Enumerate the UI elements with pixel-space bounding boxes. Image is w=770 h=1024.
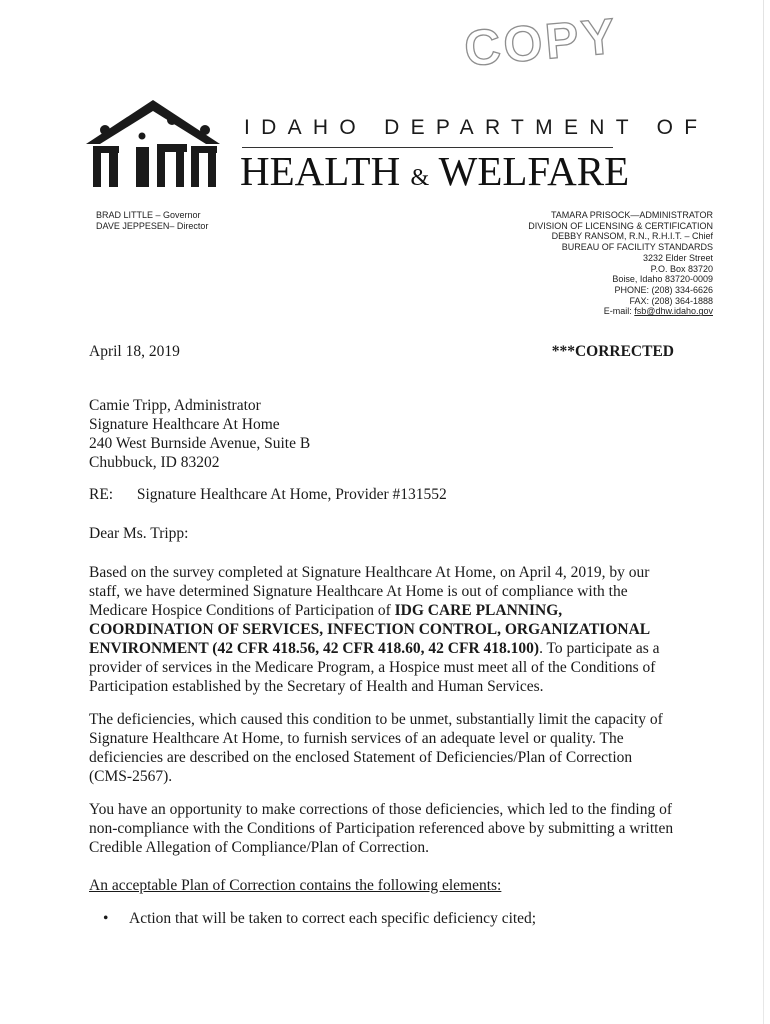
paragraph-text: Based on the survey completed at Signature Healthcare At Home, on April 4, 2019, by our staff, we have determined Signature Healthcare At Home is out of compliance with the Medicare Hospice Conditions of Participation of [89,564,650,619]
recipient-line: Signature Healthcare At Home [89,416,280,433]
email-label: E-mail: [603,306,632,317]
agency-name-line1: IDAHO DEPARTMENT OF [244,116,709,139]
plan-elements-list [89,909,536,928]
recipient-line: 240 West Burnside Avenue, Suite B [89,435,311,452]
paragraph-opportunity: You have an opportunity to make corrections of those deficiencies, which led to the finding of non-compliance with the Conditions of Participation referenced above by submitting a written Credible Allegation of Compliance/Plan of Correction. [89,801,674,856]
division-line: Boise, Idaho 83720-0009 [612,274,713,285]
email-line [528,306,713,317]
plan-elements-heading: An acceptable Plan of Correction contains the following elements: [89,877,502,894]
agency-welfare: WELFARE [438,148,630,194]
page-edge [763,0,764,1024]
governor-line: BRAD LITTLE – Governor [96,210,201,220]
division-line: BUREAU OF FACILITY STANDARDS [561,242,713,253]
officials-block [96,210,208,232]
division-line: P.O. Box 83720 [650,263,713,274]
email-link[interactable]: fsb@dhw.idaho.gov [634,306,713,317]
recipient-line: Chubbuck, ID 83202 [89,454,220,471]
division-line: DEBBY RANSOM, R.N., R.H.I.T. – Chief [551,231,713,242]
division-line: 3232 Elder Street [642,252,713,263]
agency-logo-icon [86,100,220,192]
conditions-bold-text: IDG CARE PLANNING, COORDINATION OF SERVICES, INFECTION CONTROL, ORGANIZATIONAL ENVIRONMENT (42 CFR 418.56, 42 CFR 418.60, 42 CFR 418.100) [89,602,650,657]
list-item: • Action that will be taken to correct each specific deficiency cited; [89,909,536,928]
division-line: PHONE: (208) 334-6626 [614,284,713,295]
recipient-address [89,396,310,472]
division-line: FAX: (208) 364-1888 [629,295,713,306]
re-label: RE: [89,486,114,503]
division-block [528,210,713,317]
agency-name-line2 [240,147,629,202]
paragraph-text: . To participate as a provider of services in the Medicare Program, a Hospice must meet all of the Conditions of Participation established by the Secretary of Health and Human Services. [89,640,660,695]
division-line: TAMARA PRISOCK—ADMINISTRATOR [550,210,713,220]
letter-date: April 18, 2019 [89,343,180,360]
paragraph-findings [89,563,679,696]
salutation: Dear Ms. Tripp: [89,525,189,542]
re-line [89,485,447,504]
division-line: DIVISION OF LICENSING & CERTIFICATION [528,220,713,231]
paragraph-deficiencies: The deficiencies, which caused this condition to be unmet, substantially limit the capacity of Signature Healthcare At Home, to furnish services of an adequate level or quality. The deficiencies are described on the enclosed Statement of Deficiencies/Plan of Correction (CMS-2567). [89,711,663,785]
re-subject: Signature Healthcare At Home, Provider #131552 [136,486,447,503]
director-line: DAVE JEPPESEN– Director [96,221,209,231]
copy-stamp: COPY [462,7,621,77]
corrected-label: ***CORRECTED [551,343,674,360]
agency-ampersand: & [410,165,430,191]
recipient-line: Camie Tripp, Administrator [89,397,261,414]
agency-health: HEALTH [240,148,401,194]
